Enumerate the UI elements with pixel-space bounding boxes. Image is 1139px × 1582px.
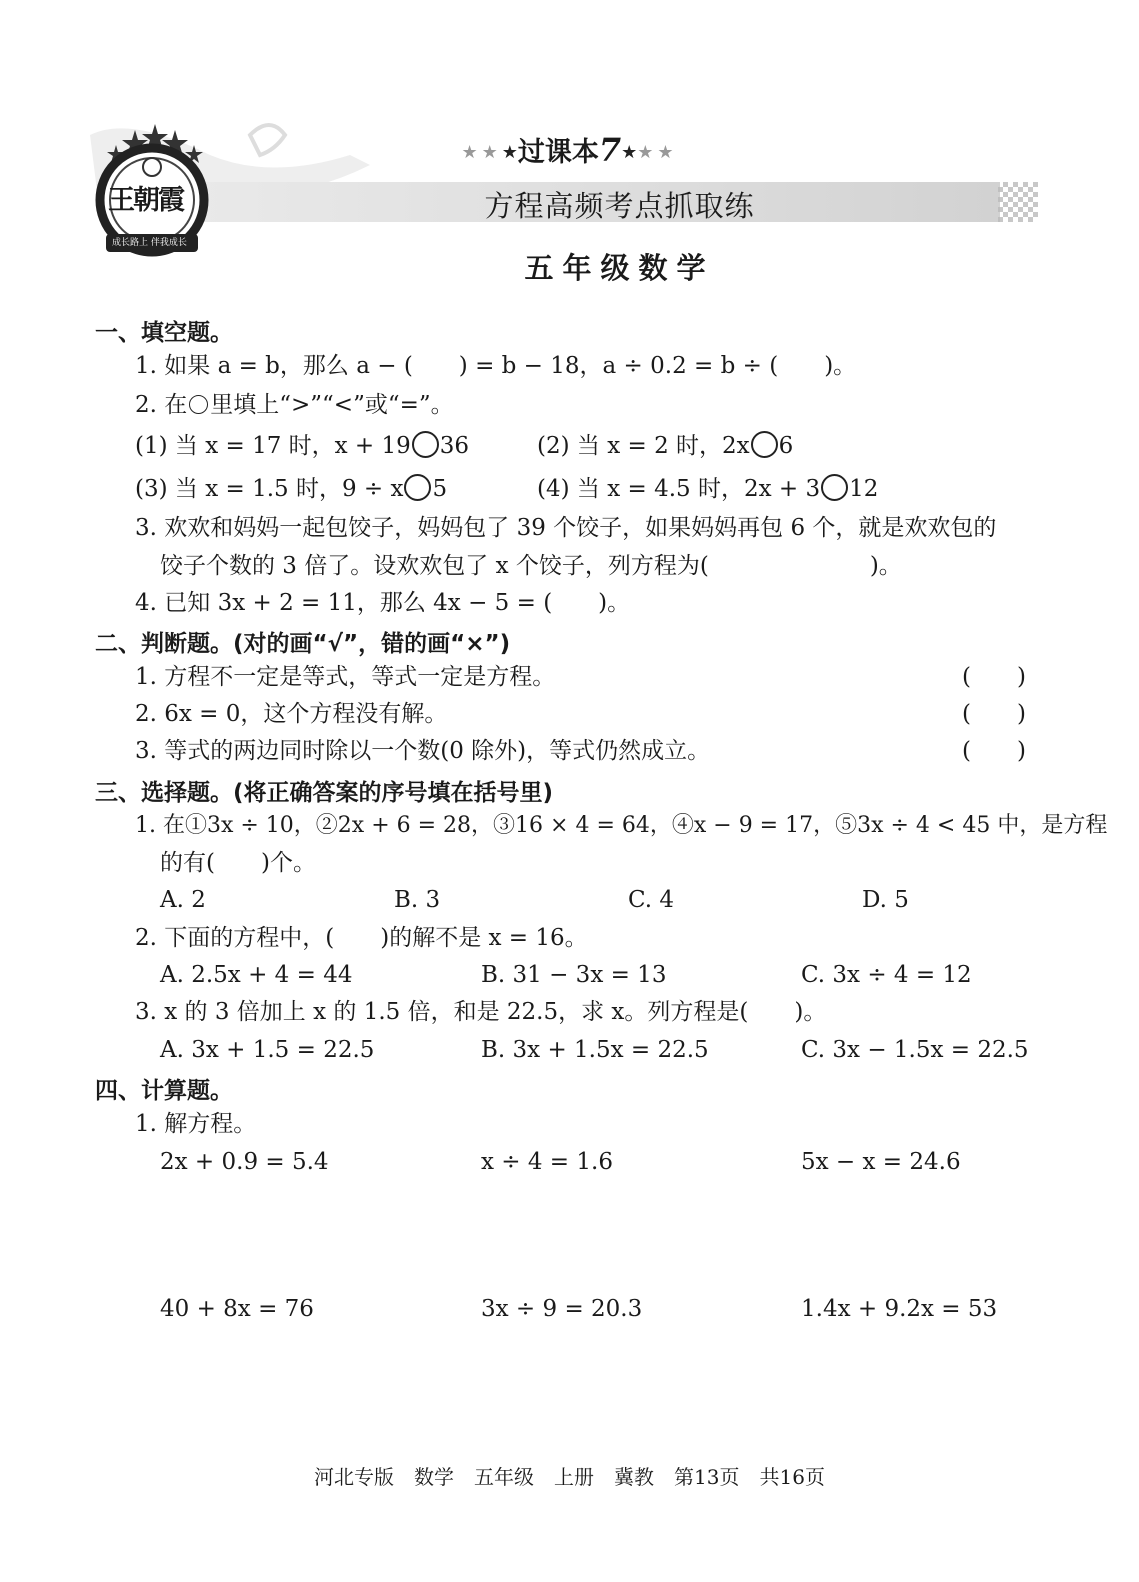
question-text: 2. 6x = 0，这个方程没有解。 <box>135 701 448 727</box>
logo-slogan: 成长路上 伴我成长 <box>112 238 187 248</box>
decor-stars-left: ★★ <box>461 142 502 163</box>
equation: 2x + 0.9 = 5.4 <box>160 1149 329 1175</box>
answer-circle[interactable] <box>821 474 848 501</box>
question-text: 的有( )个。 <box>160 850 316 876</box>
answer-blank[interactable]: ( ) <box>962 738 1026 764</box>
option: B. 31 − 3x = 13 <box>481 962 667 988</box>
book-number: 7 <box>598 131 622 169</box>
answer-blank[interactable]: ( ) <box>962 701 1026 727</box>
sub-question-text: (1) 当 x = 17 时，x + 19 <box>135 433 411 459</box>
answer-circle[interactable] <box>412 431 439 458</box>
page-footer: 河北专版 数学 五年级 上册 冀教 第13页 共16页 <box>314 1465 825 1489</box>
decor-stars-right: ★★ <box>637 142 678 163</box>
question-text: 1. 在①3x ÷ 10，②2x + 6 = 28，③16 × 4 = 64，④x − 9 = 17，⑤3x ÷ 4 < 45 中，是方程 <box>135 813 1108 838</box>
answer-circle[interactable] <box>404 474 431 501</box>
option: A. 2.5x + 4 = 44 <box>160 962 353 988</box>
star-icon: ★ <box>621 142 638 163</box>
sub-question <box>537 474 878 504</box>
sub-question-text: (4) 当 x = 4.5 时，2x + 3 <box>537 476 821 502</box>
option: C. 3x − 1.5x = 22.5 <box>801 1037 1029 1063</box>
question-text: 3. 等式的两边同时除以一个数(0 除外)，等式仍然成立。 <box>135 738 711 764</box>
equation: x ÷ 4 = 1.6 <box>481 1149 613 1175</box>
option: A. 3x + 1.5 = 22.5 <box>160 1037 375 1063</box>
option: A. 2 <box>160 887 206 913</box>
option: B. 3x + 1.5x = 22.5 <box>481 1037 709 1063</box>
option: C. 4 <box>628 887 675 913</box>
section-title-calc: 四、计算题。 <box>95 1078 233 1104</box>
star-icon: ★ <box>501 142 518 163</box>
sub-question <box>135 474 447 504</box>
section-title-choice: 三、选择题。(将正确答案的序号填在括号里) <box>95 780 554 806</box>
sub-question-text: 6 <box>778 433 794 459</box>
question-text: 3. x 的 3 倍加上 x 的 1.5 倍，和是 22.5，求 x。列方程是( )。 <box>135 999 827 1025</box>
question-text <box>135 390 454 420</box>
question-text: 2. 下面的方程中，( )的解不是 x = 16。 <box>135 925 588 951</box>
main-title: 方程高频考点抓取练 <box>484 189 755 223</box>
equation: 1.4x + 9.2x = 53 <box>801 1296 998 1322</box>
question-text: 1. 方程不一定是等式，等式一定是方程。 <box>135 664 556 690</box>
sub-question-text: (3) 当 x = 1.5 时，9 ÷ x <box>135 476 404 502</box>
sub-question-text: (2) 当 x = 2 时，2x <box>537 433 750 459</box>
question-text: 1. 解方程。 <box>135 1111 257 1137</box>
section-title-judge: 二、判断题。(对的画“√”，错的画“×”) <box>95 631 511 657</box>
question-text: 4. 已知 3x + 2 = 11，那么 4x − 5 = ( )。 <box>135 590 631 616</box>
sub-question-text: 36 <box>439 433 470 459</box>
equation: 40 + 8x = 76 <box>160 1296 314 1322</box>
option: C. 3x ÷ 4 = 12 <box>801 962 972 988</box>
section-title-fill: 一、填空题。 <box>95 320 233 346</box>
sub-question <box>537 431 793 461</box>
sub-title: 五年级数学 <box>524 251 715 285</box>
question-text: 饺子个数的 3 倍了。设欢欢包了 x 个饺子，列方程为( )。 <box>160 553 902 579</box>
logo-text: 王朝霞 <box>108 185 183 216</box>
answer-blank[interactable]: ( ) <box>962 664 1026 690</box>
question-text: 1. 如果 a = b，那么 a − ( ) = b − 18，a ÷ 0.2 = b ÷ ( )。 <box>135 353 857 379</box>
question-text-part: 2. 在 <box>135 392 188 418</box>
book-title <box>0 130 1139 169</box>
sub-question-text: 5 <box>432 476 448 502</box>
question-text-part: 里填上“>”“<”或“=”。 <box>210 392 454 418</box>
book-title-text: 过课本 <box>517 137 599 168</box>
option: B. 3 <box>394 887 441 913</box>
circle-icon <box>189 395 208 414</box>
equation: 5x − x = 24.6 <box>801 1149 961 1175</box>
sub-question-text: 12 <box>849 476 879 502</box>
sub-question <box>135 431 469 461</box>
option: D. 5 <box>862 887 909 913</box>
question-text: 3. 欢欢和妈妈一起包饺子，妈妈包了 39 个饺子，如果妈妈再包 6 个，就是欢欢包的 <box>135 515 997 541</box>
answer-circle[interactable] <box>751 431 778 458</box>
equation: 3x ÷ 9 = 20.3 <box>481 1296 643 1322</box>
